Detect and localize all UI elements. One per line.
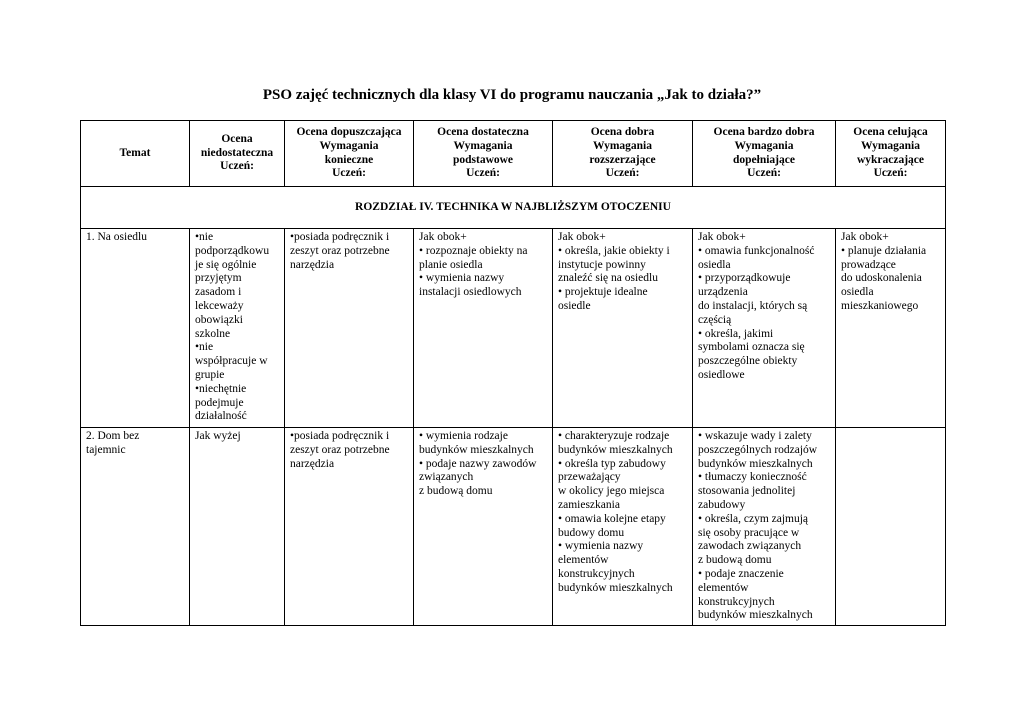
header-line: podstawowe (452, 153, 514, 166)
cell-line: z budową domu (698, 554, 772, 567)
header-line: Wymagania (861, 139, 920, 152)
table-row (81, 428, 946, 626)
cell-line: zeszyt oraz potrzebne (290, 244, 390, 257)
cell-line: osiedla (698, 258, 731, 271)
cell-line: prowadzące (841, 258, 896, 271)
cell-line: Jak obok+ (419, 231, 467, 243)
header-line: Uczeń: (332, 167, 366, 180)
header-line: Wymagania (734, 139, 794, 152)
header-satisfactory (414, 121, 553, 187)
cell-good (553, 229, 693, 428)
cell-line: budynków mieszkalnych (419, 443, 534, 456)
cell-line: • określa, jakimi (698, 327, 774, 340)
header-row (81, 121, 946, 187)
cell-line: instytucje powinny (558, 258, 646, 271)
cell-line: • wskazuje wady i zalety (698, 430, 812, 442)
header-line: konieczne (324, 153, 374, 166)
section-heading: ROZDZIAŁ IV. TECHNIKA W NAJBLIŻSZYM OTOCZENIU (81, 187, 946, 229)
header-line: Uczeń: (466, 167, 500, 180)
cell-line: do instalacji, których są (698, 299, 808, 312)
cell-excellent (836, 428, 946, 626)
cell-topic (81, 428, 190, 626)
cell-line: stosowania jednolitej (698, 485, 796, 498)
cell-line: budynków mieszkalnych (698, 457, 813, 470)
cell-line: zasadom i (195, 286, 242, 299)
cell-line: podporządkowu (195, 244, 270, 257)
cell-satisfactory (414, 428, 553, 626)
header-excellent (836, 121, 946, 187)
cell-line: osiedla (841, 286, 874, 299)
cell-line: grupie (195, 368, 225, 381)
cell-line: urządzenia (698, 286, 748, 299)
cell-line: konstrukcyjnych (558, 567, 635, 580)
header-line: Ocena (221, 132, 253, 145)
cell-line: poszczególne obiekty (698, 355, 798, 368)
cell-line: elementów (698, 581, 749, 594)
cell-line: • podaje znaczenie (698, 567, 784, 580)
cell-line: budynków mieszkalnych (558, 581, 673, 594)
cell-line: Jak obok+ (841, 231, 889, 243)
cell-line: •nie (195, 231, 214, 243)
cell-line: zawodach związanych (698, 540, 802, 553)
cell-line: znaleźć się na osiedlu (558, 272, 658, 285)
cell-line: zamieszkania (558, 498, 620, 511)
cell-line: budowy domu (558, 526, 625, 539)
cell-line: narzędzia (290, 457, 335, 470)
cell-line: do udoskonalenia (841, 272, 922, 285)
header-line: Wymagania (453, 139, 513, 152)
cell-line: • omawia kolejne etapy (558, 512, 666, 525)
cell-line: Jak obok+ (558, 231, 606, 243)
cell-line: zeszyt oraz potrzebne (290, 443, 390, 456)
section-row (81, 187, 946, 229)
cell-line: działalność (195, 410, 247, 423)
cell-line: podejmuje (195, 396, 244, 409)
cell-line: planie osiedla (419, 258, 483, 271)
cell-line: • omawia funkcjonalność (698, 244, 815, 257)
cell-line: • tłumaczy konieczność (698, 471, 807, 484)
requirements-table (80, 120, 946, 626)
cell-line: instalacji osiedlowych (419, 286, 522, 299)
cell-line: związanych (419, 471, 474, 484)
cell-line: •posiada podręcznik i (290, 430, 390, 442)
cell-line: tajemnic (86, 443, 126, 456)
cell-line: narzędzia (290, 258, 335, 271)
cell-line: • wymienia nazwy (419, 272, 505, 285)
cell-line: • rozpoznaje obiekty na (419, 244, 528, 257)
cell-line: • wymienia rodzaje (419, 430, 508, 442)
cell-line: budynków mieszkalnych (558, 443, 673, 456)
header-good (553, 121, 693, 187)
cell-line: • podaje nazwy zawodów (419, 457, 537, 470)
header-line: Ocena dostateczna (437, 125, 529, 138)
cell-insufficient (190, 428, 285, 626)
cell-line: • charakteryzuje rodzaje (558, 430, 670, 442)
table-row (81, 229, 946, 428)
cell-excellent (836, 229, 946, 428)
cell-line: lekceważy (195, 299, 244, 312)
header-insufficient (190, 121, 285, 187)
cell-line: • określa typ zabudowy (558, 457, 666, 470)
header-line: Ocena dobra (590, 125, 655, 138)
cell-line: osiedlowe (698, 368, 745, 381)
cell-good (553, 428, 693, 626)
cell-line: współpracuje w (195, 355, 268, 368)
cell-line: zabudowy (698, 498, 746, 511)
cell-line: konstrukcyjnych (698, 595, 775, 608)
header-line: Temat (119, 146, 151, 159)
cell-line: szkolne (195, 327, 231, 340)
cell-line: • określa, jakie obiekty i (558, 244, 670, 257)
header-line: Uczeń: (747, 167, 781, 180)
header-line: Uczeń: (873, 167, 908, 180)
header-line: Ocena celująca (853, 125, 928, 138)
cell-line: •posiada podręcznik i (290, 231, 390, 243)
cell-line: symbolami oznacza się (698, 341, 805, 354)
header-topic (81, 121, 190, 187)
cell-line: z budową domu (419, 485, 493, 498)
header-sufficient (285, 121, 414, 187)
cell-line: Jak obok+ (698, 231, 746, 243)
header-line: rozszerzające (589, 153, 656, 166)
cell-insufficient (190, 229, 285, 428)
cell-line: się osoby pracujące w (698, 526, 800, 539)
cell-sufficient (285, 428, 414, 626)
cell-line: • wymienia nazwy (558, 540, 644, 553)
cell-line: budynków mieszkalnych (698, 609, 813, 622)
cell-very-good (693, 229, 836, 428)
cell-line: •niechętnie (195, 382, 247, 395)
cell-line: osiedle (558, 299, 591, 312)
header-line: Uczeń: (220, 160, 254, 173)
header-line: wykraczające (856, 153, 925, 166)
cell-line: • określa, czym zajmują (698, 512, 809, 525)
cell-line: częścią (698, 313, 732, 326)
header-line: niedostateczna (200, 146, 274, 159)
header-line: Wymagania (593, 139, 652, 152)
cell-line: elementów (558, 554, 609, 567)
header-line: Ocena dopuszczająca (296, 125, 402, 138)
cell-line: mieszkaniowego (841, 299, 919, 312)
header-very-good (693, 121, 836, 187)
cell-line: • przyporządkowuje (698, 272, 791, 285)
cell-line: przyjętym (195, 272, 242, 285)
cell-line: poszczególnych rodzajów (698, 443, 818, 456)
cell-line: • projektuje idealne (558, 286, 648, 299)
cell-line: w okolicy jego miejsca (558, 485, 665, 498)
cell-line: je się ogólnie (195, 258, 257, 271)
header-line: Wymagania (319, 139, 379, 152)
cell-line: •nie (195, 341, 214, 354)
cell-line: Jak wyżej (195, 430, 241, 442)
cell-line: • planuje działania (841, 244, 927, 257)
cell-sufficient (285, 229, 414, 428)
cell-topic (81, 229, 190, 428)
cell-very-good (693, 428, 836, 626)
cell-line: 2. Dom bez (86, 430, 140, 442)
cell-line: obowiązki (195, 313, 243, 326)
page-title: PSO zajęć technicznych dla klasy VI do programu nauczania „Jak to działa?” (262, 87, 762, 103)
header-line: Ocena bardzo dobra (713, 125, 815, 138)
header-line: Uczeń: (605, 167, 640, 180)
cell-line: 1. Na osiedlu (86, 231, 148, 243)
cell-satisfactory (414, 229, 553, 428)
header-line: dopełniające (733, 153, 795, 166)
cell-line: przeważający (558, 471, 621, 484)
